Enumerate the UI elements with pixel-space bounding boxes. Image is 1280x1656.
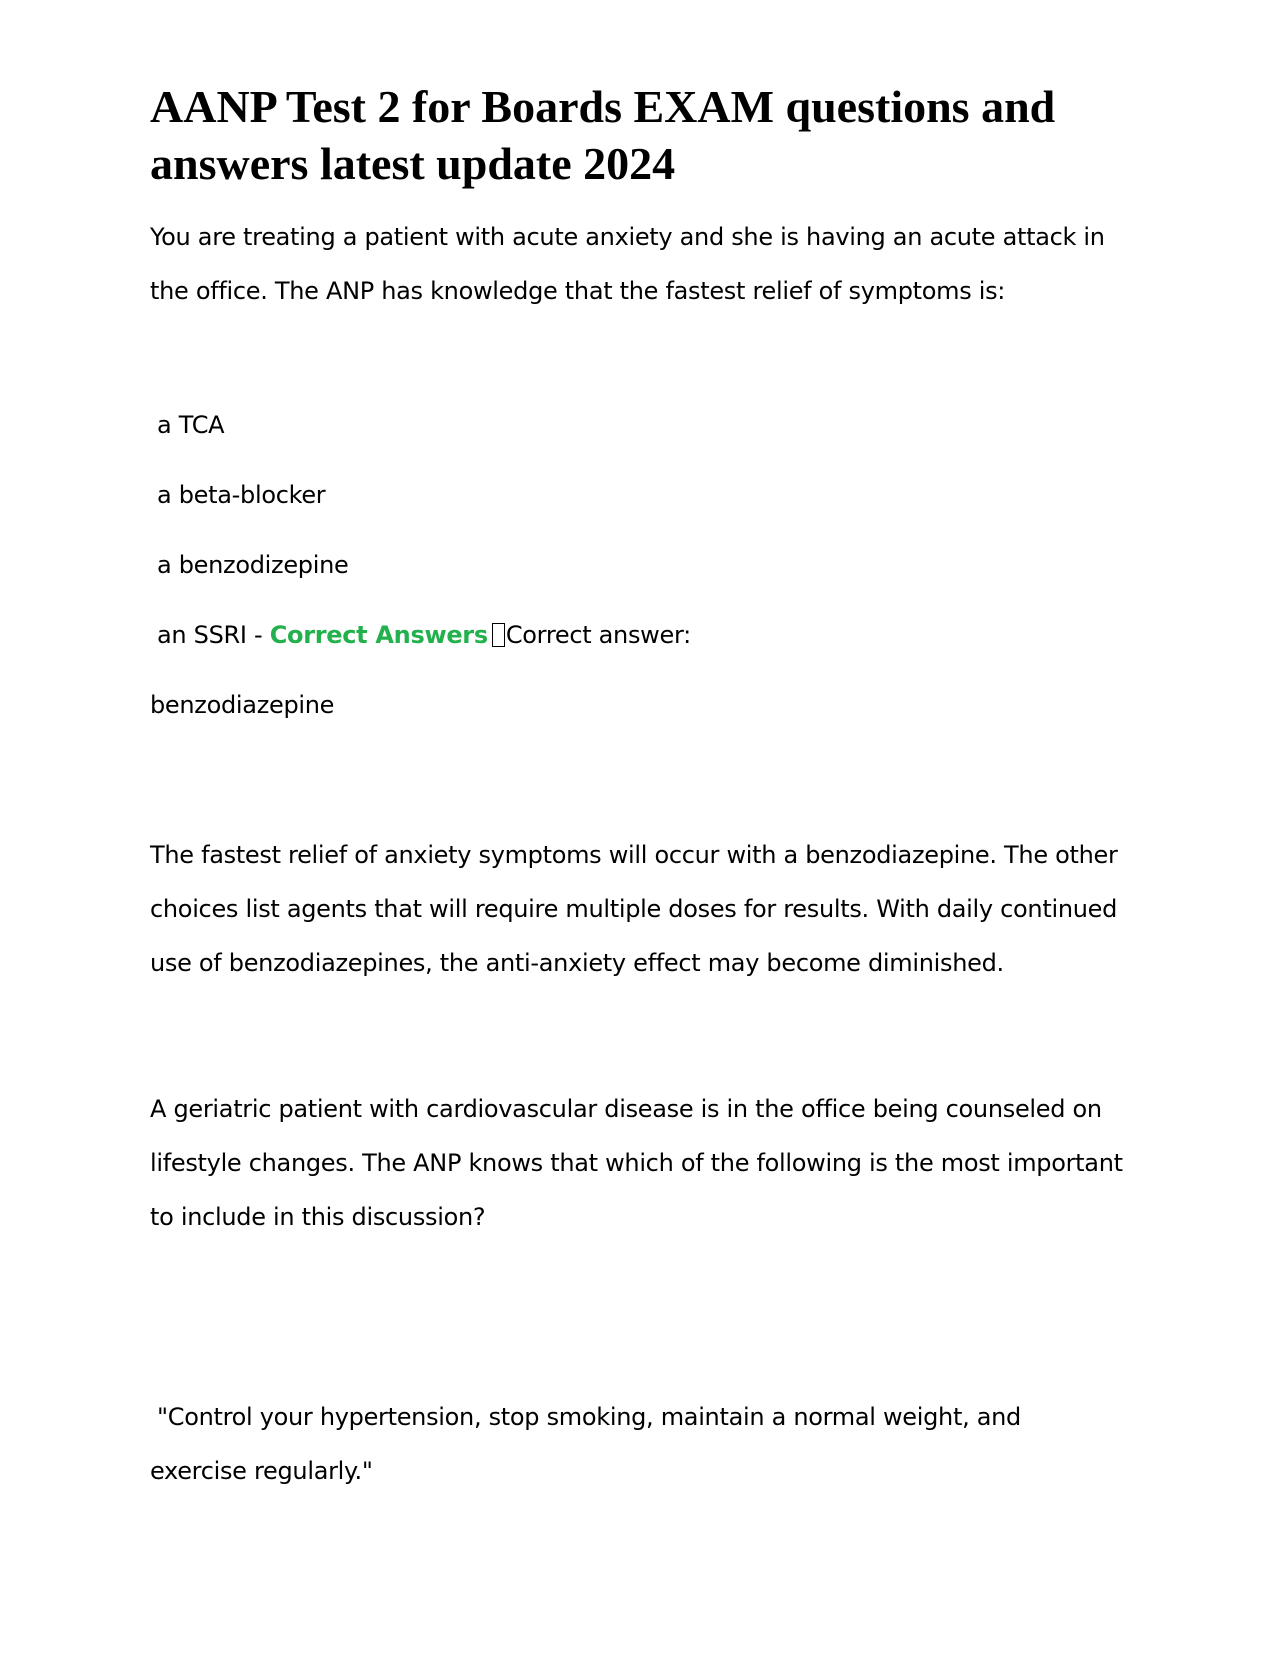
question-1-explanation: The fastest relief of anxiety symptoms will occur with a benzodiazepine. The other choices list agents that will require multiple doses for results. With daily continued use of benzodiazepines, the anti-anxiety effect may become diminished. (150, 841, 1118, 977)
question-2-answer-line-1: "Control your hypertension, stop smoking, maintain a normal weight, and (157, 1403, 1021, 1431)
question-1-option-b: a beta-blocker (157, 481, 326, 509)
correct-answer-prefix: Correct answer: (505, 621, 691, 649)
document-title: AANP Test 2 for Boards EXAM questions and answers latest update 2024 (150, 81, 1056, 189)
question-1-text: You are treating a patient with acute anxiety and she is having an acute attack in the office. The ANP has knowledge that the fastest relief of symptoms is: (150, 223, 1105, 305)
question-1-option-d (157, 600, 1140, 670)
question-1-option-a: a TCA (157, 411, 225, 439)
question-2-answer (150, 1390, 1140, 1498)
question-2-text: A geriatric patient with cardiovascular disease is in the office being counseled on lifestyle changes. The ANP knows that which of the following is the most important to include in this discussion? (150, 1095, 1123, 1231)
document-page (150, 78, 1140, 1498)
question-1-option-c: a benzodizepine (157, 551, 349, 579)
question-1-option-d-label: an SSRI - (157, 621, 270, 649)
question-2-answer-line-2: exercise regularly." (150, 1457, 373, 1485)
correct-answer-value: benzodiazepine (150, 691, 335, 719)
missing-glyph-box-icon (492, 623, 505, 647)
correct-answers-label: Correct Answers (269, 621, 488, 649)
